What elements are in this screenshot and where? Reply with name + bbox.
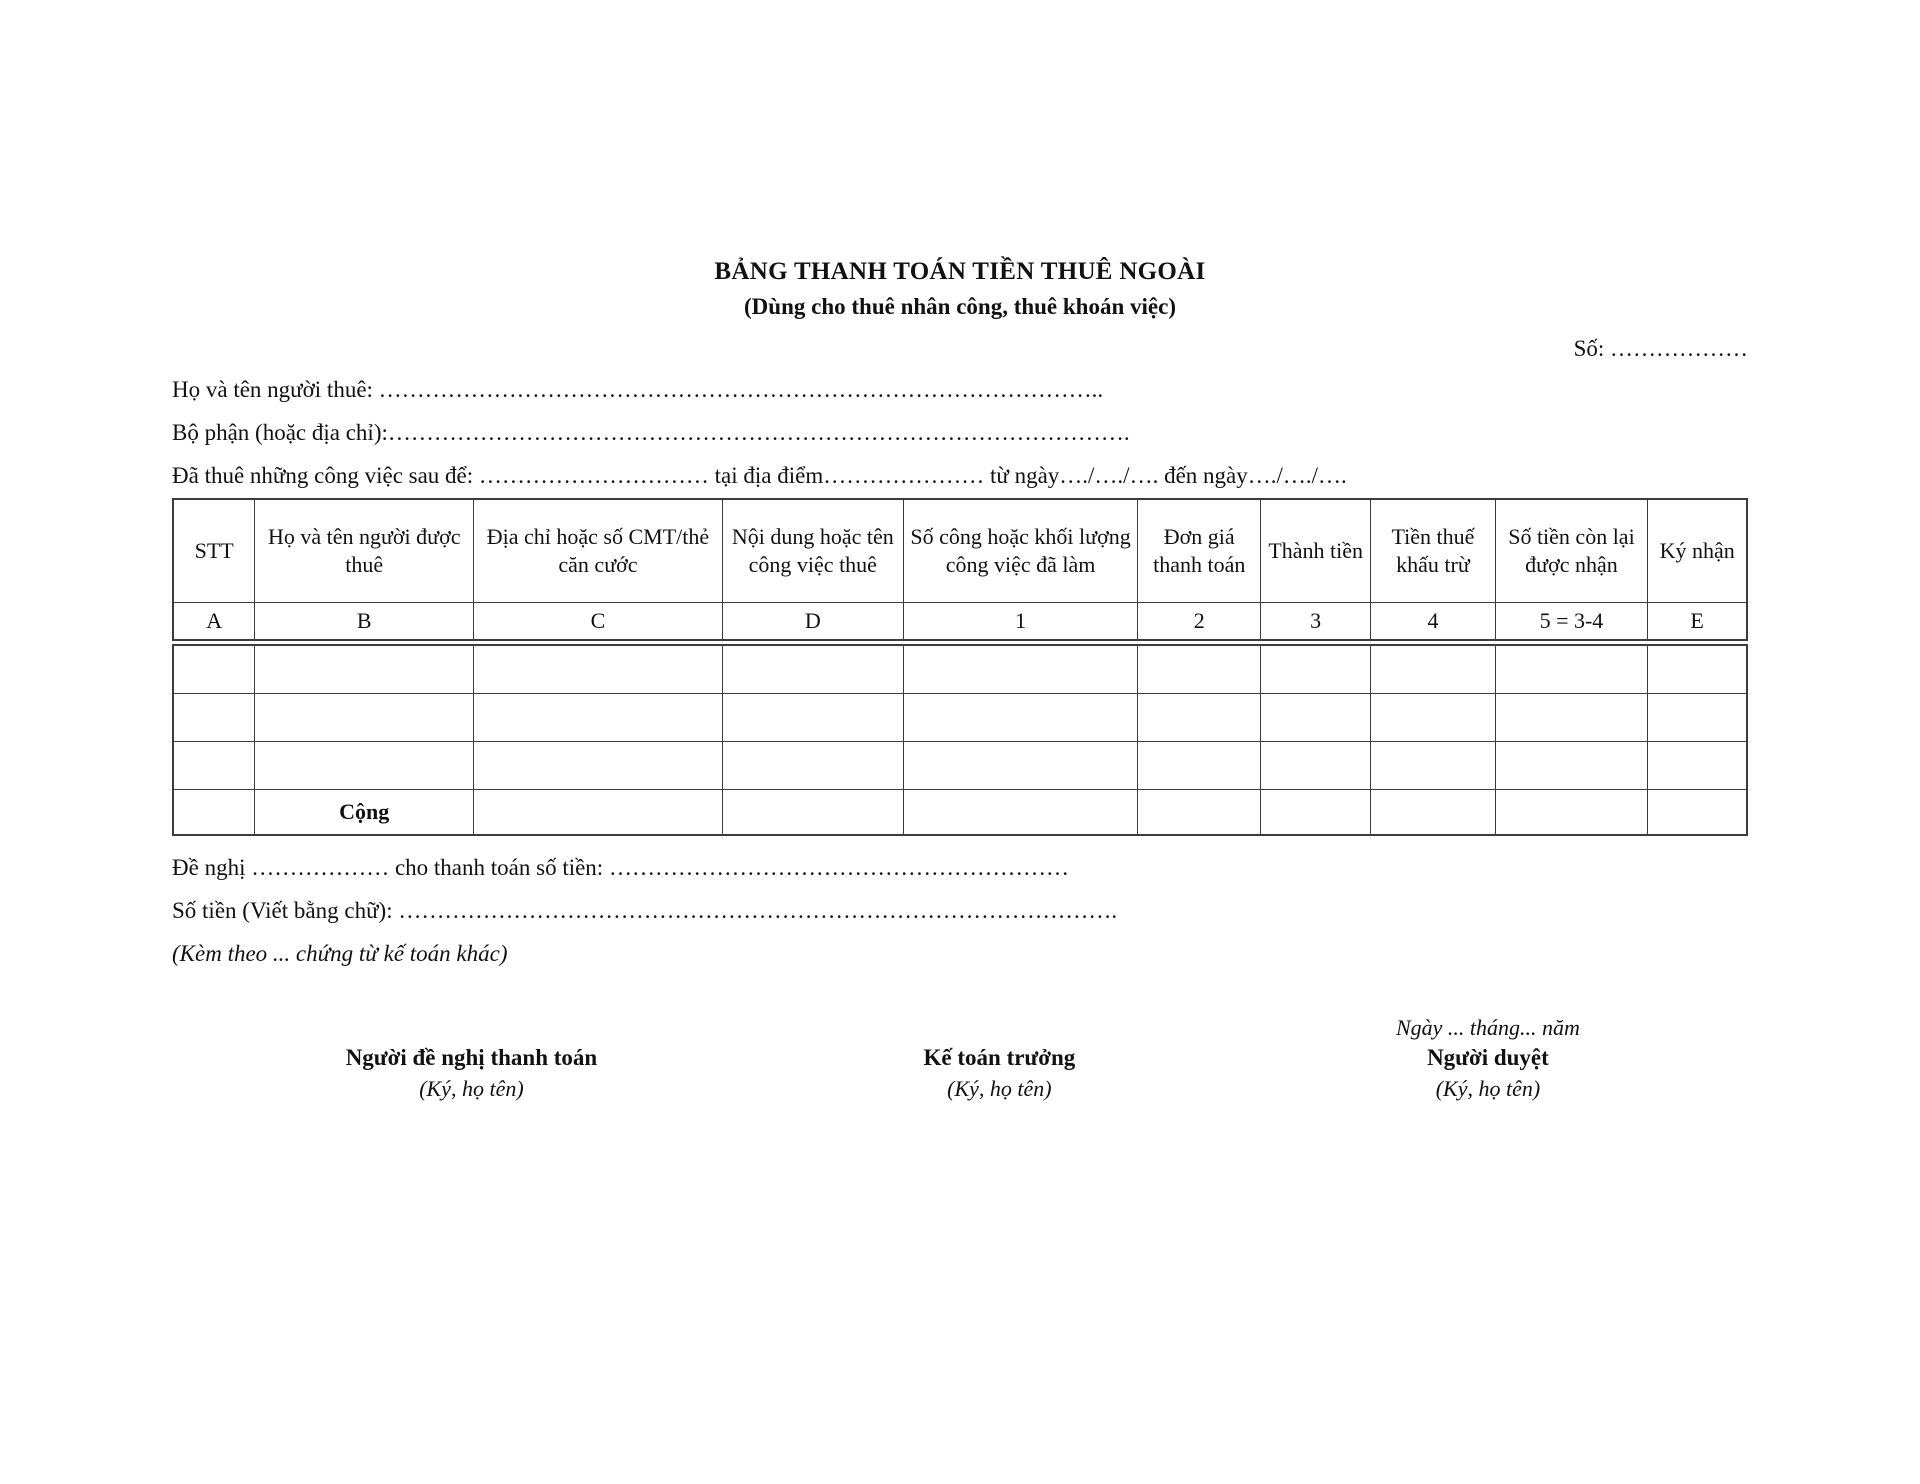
empty-cell xyxy=(1261,790,1371,836)
empty-cell xyxy=(1648,694,1747,742)
empty-cell xyxy=(1648,742,1747,790)
empty-cell xyxy=(722,643,903,694)
col-header-signature: Ký nhận xyxy=(1648,499,1747,603)
empty-cell xyxy=(1371,694,1495,742)
empty-cell xyxy=(722,742,903,790)
empty-cell xyxy=(1648,790,1747,836)
form-title: BẢNG THANH TOÁN TIỀN THUÊ NGOÀI xyxy=(714,258,1206,285)
form-subtitle: (Dùng cho thuê nhân công, thuê khoán việc) xyxy=(744,294,1176,320)
signature-block-chief-accountant xyxy=(771,1013,1228,1103)
empty-cell xyxy=(255,742,474,790)
empty-cell xyxy=(1261,742,1371,790)
empty-cell xyxy=(255,694,474,742)
signature-date-spacer xyxy=(771,1013,1228,1043)
col-header-remaining-amount: Số tiền còn lại được nhận xyxy=(1495,499,1648,603)
empty-cell xyxy=(1495,643,1648,694)
empty-cell xyxy=(1371,790,1495,836)
signature-date-spacer xyxy=(172,1013,771,1043)
chief-accountant-signature-title: Kế toán trưởng xyxy=(923,1045,1076,1071)
empty-cell xyxy=(1138,790,1261,836)
form-content xyxy=(172,336,1748,1103)
col-header-work-content: Nội dung hoặc tên công việc thuê xyxy=(722,499,903,603)
requester-signature-note: (Ký, họ tên) xyxy=(419,1076,524,1102)
payment-table xyxy=(172,498,1748,836)
empty-cell xyxy=(474,643,723,694)
col-header-amount: Thành tiền xyxy=(1261,499,1371,603)
empty-cell xyxy=(1138,694,1261,742)
signature-section xyxy=(172,1013,1748,1103)
amount-in-words-line: Số tiền (Viết bằng chữ): …………………………………………………………………………………. xyxy=(172,898,1118,924)
col-header-stt: STT xyxy=(173,499,255,603)
empty-cell xyxy=(903,790,1138,836)
empty-cell xyxy=(1371,643,1495,694)
empty-cell xyxy=(722,694,903,742)
empty-cell xyxy=(173,790,255,836)
empty-cell xyxy=(1495,790,1648,836)
empty-cell xyxy=(903,694,1138,742)
empty-cell xyxy=(474,694,723,742)
approver-signature-title: Người duyệt xyxy=(1427,1045,1549,1071)
col-code-2: 2 xyxy=(1138,603,1261,643)
col-code-5: 5 = 3-4 xyxy=(1495,603,1648,643)
col-code-d: D xyxy=(722,603,903,643)
empty-cell xyxy=(1648,643,1747,694)
approver-signature-note: (Ký, họ tên) xyxy=(1435,1076,1541,1102)
empty-cell xyxy=(474,790,723,836)
empty-cell xyxy=(1261,643,1371,694)
empty-cell xyxy=(255,643,474,694)
empty-cell xyxy=(722,790,903,836)
col-code-1: 1 xyxy=(903,603,1138,643)
col-code-b: B xyxy=(255,603,474,643)
empty-cell xyxy=(173,742,255,790)
empty-cell xyxy=(1495,742,1648,790)
work-details-line: Đã thuê những công việc sau để: ………………………… tại địa điểm………………… từ ngày…./…./…. đến ngày…./…./…. xyxy=(172,463,1347,489)
attachment-note: (Kèm theo ... chứng từ kế toán khác) xyxy=(172,941,508,967)
col-code-3: 3 xyxy=(1261,603,1371,643)
signature-date-line: Ngày ... tháng... năm xyxy=(1395,1015,1580,1041)
total-row xyxy=(173,790,1747,836)
empty-cell xyxy=(1371,742,1495,790)
table-row xyxy=(173,742,1747,790)
empty-cell xyxy=(903,742,1138,790)
col-code-e: E xyxy=(1648,603,1747,643)
empty-cell xyxy=(1495,694,1648,742)
empty-cell xyxy=(1261,694,1371,742)
empty-cell xyxy=(1138,742,1261,790)
empty-cell xyxy=(173,694,255,742)
form-number-line: Số: ……………… xyxy=(1573,336,1748,362)
col-header-work-volume: Số công hoặc khối lượng công việc đã làm xyxy=(903,499,1138,603)
department-line: Bộ phận (hoặc địa chỉ):……………………………………………………………………………………. xyxy=(172,420,1130,446)
column-code-row xyxy=(173,603,1747,643)
empty-cell xyxy=(173,643,255,694)
col-header-address-id: Địa chỉ hoặc số CMT/thẻ căn cước xyxy=(474,499,723,603)
signature-block-approver xyxy=(1228,1013,1748,1103)
signature-block-requester xyxy=(172,1013,771,1103)
col-header-tax-withheld: Tiền thuế khấu trừ xyxy=(1371,499,1495,603)
payment-request-line: Đề nghị ……………… cho thanh toán số tiền: …………………………………………………… xyxy=(172,855,1069,881)
col-code-4: 4 xyxy=(1371,603,1495,643)
col-code-a: A xyxy=(173,603,255,643)
table-header-row xyxy=(173,499,1747,603)
table-row xyxy=(173,694,1747,742)
hirer-name-line: Họ và tên người thuê: ………………………………………………………………………………….. xyxy=(172,377,1104,403)
empty-cell xyxy=(1138,643,1261,694)
table-row xyxy=(173,643,1747,694)
chief-accountant-signature-note: (Ký, họ tên) xyxy=(947,1076,1052,1102)
total-label: Cộng xyxy=(255,790,474,836)
col-code-c: C xyxy=(474,603,723,643)
empty-cell xyxy=(903,643,1138,694)
col-header-unit-price: Đơn giá thanh toán xyxy=(1138,499,1261,603)
requester-signature-title: Người đề nghị thanh toán xyxy=(345,1045,598,1071)
col-header-hired-person: Họ và tên người được thuê xyxy=(255,499,474,603)
empty-cell xyxy=(474,742,723,790)
